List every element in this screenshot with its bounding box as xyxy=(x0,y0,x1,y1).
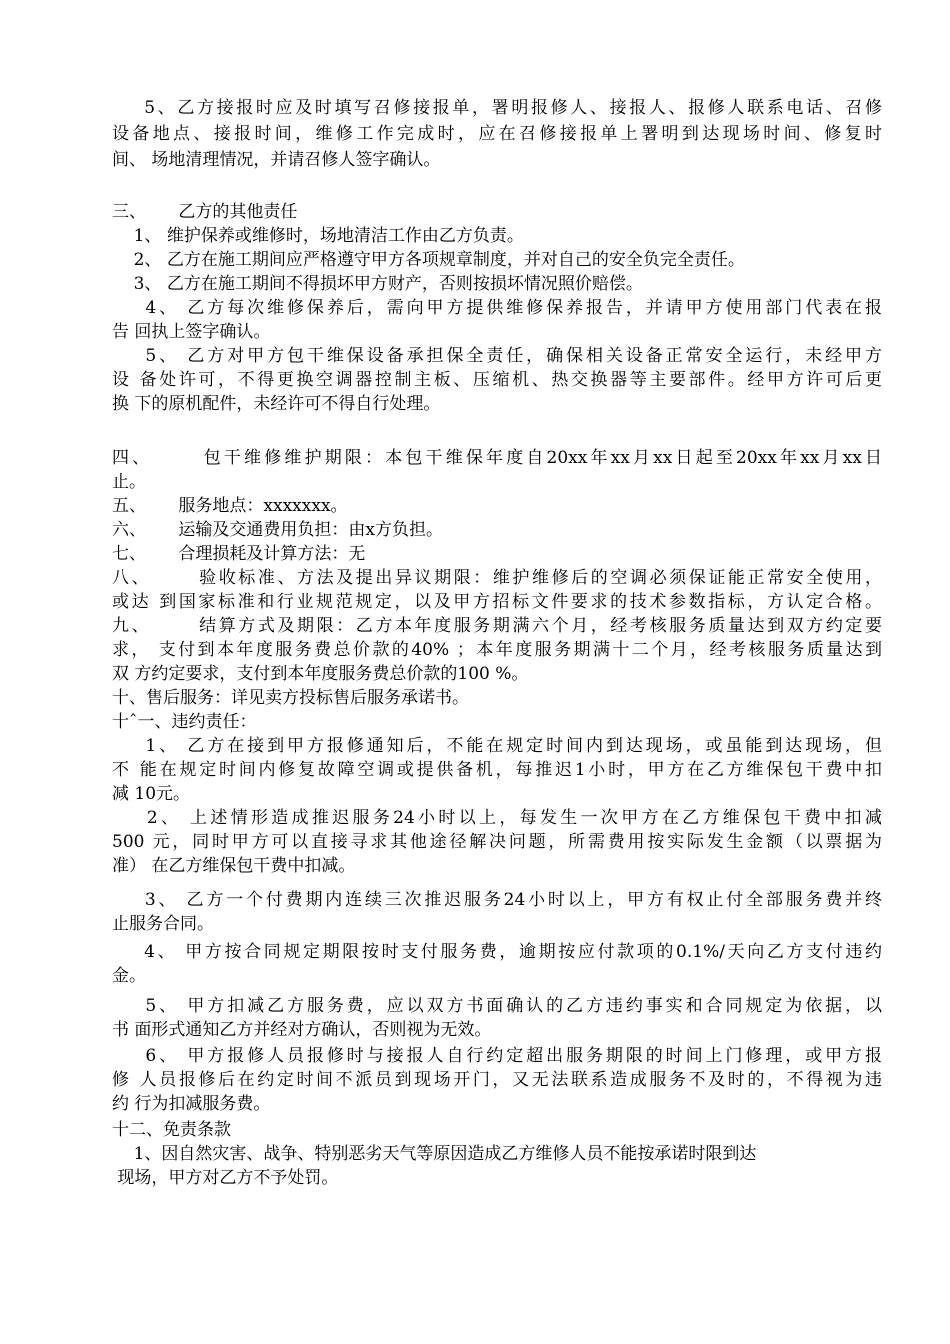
text-line: 止服务合同。 xyxy=(112,914,214,934)
text-line: 十ˆ一、违约责任： xyxy=(112,712,257,732)
text-line: 金。 xyxy=(112,966,146,986)
text-line: 3、 乙方一个付费期内连续三次推迟服务24小时以上，甲方有权止付全部服务费并终 xyxy=(112,890,882,910)
text-line: 七、 合理损耗及计算方法：无 xyxy=(112,544,366,564)
text-line: 或达 到国家标准和行业规范规定，以及甲方招标文件要求的技术参数指标，方认定合格。 xyxy=(112,592,882,612)
text-line: 5、乙方接报时应及时填写召修接报单，署明报修人、接报人、报修人联系电话、召修 xyxy=(112,98,882,118)
text-line: 准） 在乙方维保包干费中扣减。 xyxy=(112,856,356,876)
text-line: 四、 包干维修维护期限：本包干维保年度自20xx年xx月xx日起至20xx年xx月xx日 xyxy=(112,448,882,468)
text-line: 4、 甲方按合同规定期限按时支付服务费，逾期按应付款项的0.1%/天向乙方支付违约 xyxy=(112,942,882,962)
text-line: 4、 乙方每次维修保养后，需向甲方提供维修保养报告，并请甲方使用部门代表在报 xyxy=(112,298,882,318)
text-line: 5、 乙方对甲方包干维保设备承担保全责任，确保相关设备正常安全运行，未经甲方 xyxy=(112,346,882,366)
text-line: 八、 验收标准、方法及提出异议期限：维护维修后的空调必须保证能正常安全使用， xyxy=(112,568,882,588)
text-line: 止。 xyxy=(112,472,146,492)
text-line: 1、 维护保养或维修时，场地清洁工作由乙方负责。 xyxy=(112,226,524,246)
text-line: 换 下的原机配件，未经许可不得自行处理。 xyxy=(112,394,441,414)
text-line: 不 能在规定时间内修复故障空调或提供备机，每推迟1小时，甲方在乙方维保包干费中扣 xyxy=(112,760,882,780)
text-line: 现场，甲方对乙方不予处罚。 xyxy=(112,1168,339,1188)
text-line: 约 行为扣减服务费。 xyxy=(112,1094,271,1114)
text-line: 5、 甲方扣减乙方服务费，应以双方书面确认的乙方违约事实和合同规定为依据，以 xyxy=(112,996,882,1016)
text-line: 告 回执上签字确认。 xyxy=(112,322,271,342)
text-line: 三、 乙方的其他责任 xyxy=(112,202,298,222)
text-line: 设备地点、接报时间，维修工作完成时，应在召修接报单上署明到达现场时间、修复时 xyxy=(112,124,882,144)
text-line: 六、 运输及交通费用负担：由x方负担。 xyxy=(112,520,444,540)
text-line: 修 人员报修后在约定时间不派员到现场开门，又无法联系造成服务不及时的，不得视为违 xyxy=(112,1070,882,1090)
text-line: 3、 乙方在施工期间不得损坏甲方财产，否则按损坏情况照价赔偿。 xyxy=(112,274,643,294)
text-line: 五、 服务地点：xxxxxxx。 xyxy=(112,496,348,516)
text-line: 设 备处许可，不得更换空调器控制主板、压缩机、热交换器等主要部件。经甲方许可后更 xyxy=(112,370,882,390)
text-line: 500 元，同时甲方可以直接寻求其他途径解决问题，所需费用按实际发生金额（以票据为 xyxy=(112,832,882,852)
text-line: 双 方约定要求，支付到本年度服务费总价款的100 %。 xyxy=(112,664,529,684)
text-line: 间、 场地清理情况，并请召修人签字确认。 xyxy=(112,150,441,170)
text-line: 十二、免责条款 xyxy=(112,1120,231,1140)
text-line: 6、 甲方报修人员报修时与接报人自行约定超出服务期限的时间上门修理，或甲方报 xyxy=(112,1046,882,1066)
text-line: 求， 支付到本年度服务费总价款的40% ；本年度服务期满十二个月，经考核服务质量达到 xyxy=(112,640,882,660)
text-line: 2、 上述情形造成推迟服务24小时以上，每发生一次甲方在乙方维保包干费中扣减 xyxy=(112,808,882,828)
text-line: 九、 结算方式及期限：乙方本年度服务期满六个月，经考核服务质量达到双方约定要 xyxy=(112,616,882,636)
text-line: 1、 乙方在接到甲方报修通知后，不能在规定时间内到达现场，或虽能到达现场，但 xyxy=(112,736,882,756)
text-line: 1、因自然灾害、战争、特别恶劣天气等原因造成乙方维修人员不能按承诺时限到达 xyxy=(112,1144,757,1164)
text-line: 2、 乙方在施工期间应严格遵守甲方各项规章制度，并对自己的安全负完全责任。 xyxy=(112,250,745,270)
text-line: 书 面形式通知乙方并经对方确认，否则视为无效。 xyxy=(112,1020,492,1040)
text-line: 减 10元。 xyxy=(112,784,191,804)
text-line: 十、售后服务：详见卖方投标售后服务承诺书。 xyxy=(112,688,469,708)
